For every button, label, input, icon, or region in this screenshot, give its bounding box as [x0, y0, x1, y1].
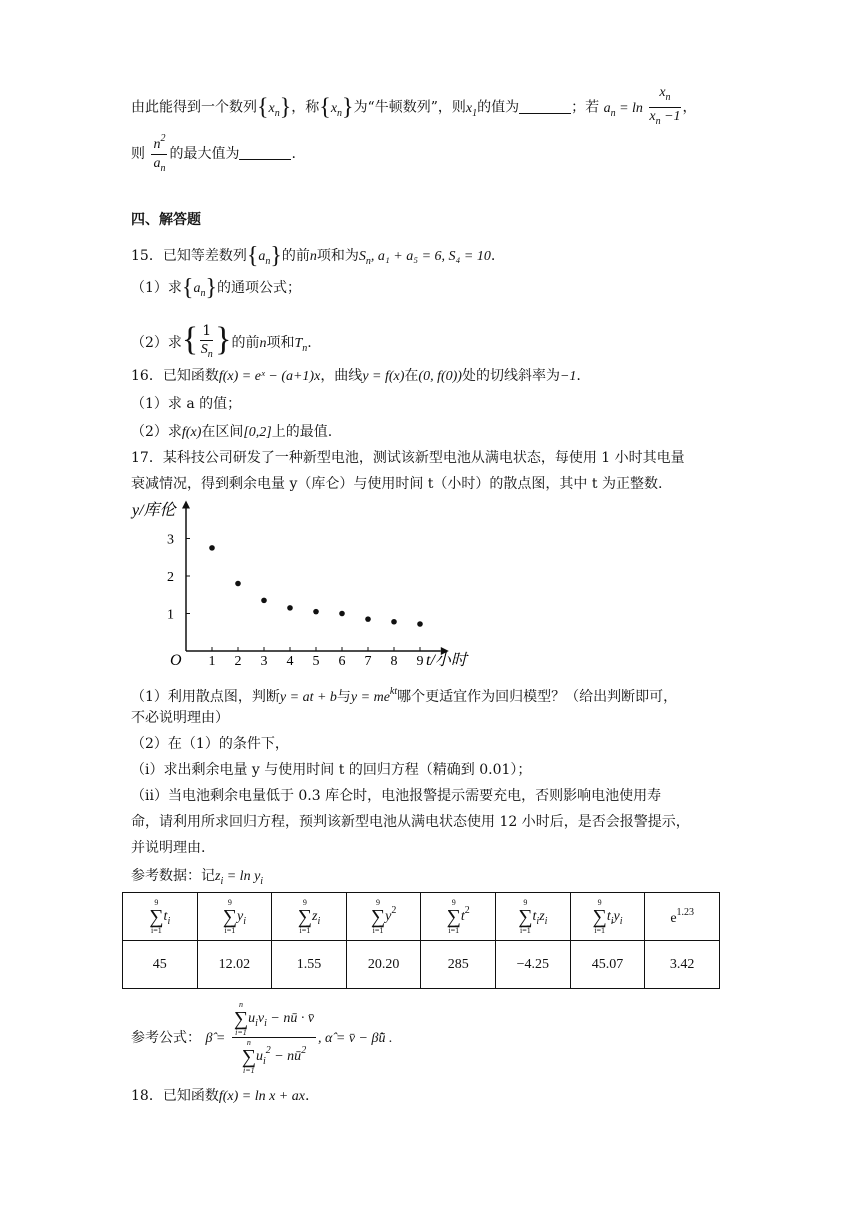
origin-label: O [170, 652, 182, 669]
brace-left: { [257, 94, 269, 121]
q18-text: . [304, 1088, 310, 1104]
data-point [287, 605, 293, 611]
table-cell: −4.25 [496, 941, 571, 989]
q15-condition: , a₁ + a₅ = 6, S₄ = 10 [370, 249, 491, 264]
q15-text: 项和 [266, 335, 295, 351]
q15-text: . [307, 335, 312, 351]
q17-line-2: 衰减情况，得到剩余电量 y（库仑）与使用时间 t（小时）的散点图，其中 t 为正整数. [131, 476, 663, 492]
q18-text: 18．已知函数 [131, 1088, 219, 1104]
data-point [261, 598, 267, 604]
brace-left: { [319, 94, 331, 121]
x-tick-label: 2 [234, 654, 242, 669]
math-an: $a_n$ [193, 281, 206, 299]
x-tick-label: 1 [208, 654, 216, 669]
math-sn: $S_n$ [358, 249, 371, 267]
section-heading: 四、解答题 [131, 212, 201, 228]
fraction-beta-formula: n ∑ i=1 $u_iv_i$ − nū · v̄ n ∑ i=1 $u_i^2$ − $nū^2$ [233, 999, 315, 1075]
q16-text: 上的最值. [271, 424, 333, 440]
q16-text: . [576, 368, 581, 384]
math-function: f(x) = ln x + ax [218, 1089, 305, 1104]
chart-ticks [167, 533, 424, 670]
math-exp-model: $y = me^{kt}$ [350, 686, 398, 705]
intro-line-1 [131, 84, 697, 131]
q15-text: 15．已知等差数列 [131, 248, 247, 264]
q17-part1 [131, 682, 677, 708]
table-header-cell: 9 ∑ i=1 $t_iy_i$ [570, 893, 645, 941]
q15-part1 [131, 275, 301, 304]
data-point [209, 545, 215, 551]
x-tick-label: 4 [286, 654, 294, 669]
q15-text: （1）求 [131, 280, 182, 296]
table-cell: 45.07 [570, 941, 645, 989]
table-cell: 45 [123, 941, 198, 989]
q17-text: 哪个更适宜作为回归模型？（给出判断即可， [397, 689, 678, 705]
brace-left: { [181, 275, 194, 301]
intro-text: ， [682, 99, 697, 116]
intro-text: 的值为 [477, 99, 520, 116]
q18-stem [131, 1086, 309, 1107]
y-axis-arrow [182, 501, 190, 509]
intro-text: 的最大值为 [169, 146, 240, 162]
q17-ref-data [131, 866, 263, 892]
chart-axes [182, 501, 449, 656]
brace-right: } [279, 94, 292, 121]
intro-text: 则 [131, 146, 145, 162]
q17-part2-ii-1: （ii）当电池剩余电量低于 0.3 库仑时，电池报警提示需要充电，否则影响电池使用寿 [131, 788, 662, 804]
table-header-cell: 9 ∑ i=1 $y^2$ [346, 893, 421, 941]
y-axis-label: y/库伦 [132, 502, 176, 519]
q17-text: 参考数据：记 [131, 868, 215, 884]
data-point [365, 616, 371, 622]
q17-part2-ii-2: 命，请利用所求回归方程，预判该新型电池从满电状态使用 12 小时后，是否会报警提示， [131, 814, 690, 830]
table-header-cell: 9 ∑ i=1 $y_i$ [197, 893, 272, 941]
brace-right: } [215, 321, 232, 358]
chart-points [209, 545, 423, 627]
table-cell: 20.20 [346, 941, 421, 989]
q16-text: 在区间 [201, 424, 244, 440]
x-tick-label: 8 [390, 654, 398, 669]
reference-data-table [122, 892, 720, 989]
data-point [235, 581, 241, 587]
y-tick-label: 2 [167, 570, 174, 585]
q16-text: （2）求 [131, 424, 182, 440]
math-tn: $T_n$ [294, 336, 308, 354]
data-point [313, 609, 319, 615]
q16-text: 在 [404, 368, 419, 384]
answer-blank-1[interactable] [519, 99, 571, 114]
intro-text: . [291, 146, 296, 162]
math-function: f(x) [181, 425, 202, 440]
q17-text: 与 [336, 689, 351, 705]
data-point [339, 611, 345, 617]
math-beta-hat: β̂ = [205, 1031, 226, 1046]
q15-text: 项和为 [316, 248, 359, 264]
q15-part2 [131, 322, 312, 364]
q17-line-1: 17．某科技公司研发了一种新型电池，测试该新型电池从满电状态，每使用 1 小时其电量 [131, 450, 685, 466]
x-axis-label: t/小时 [426, 652, 467, 669]
table-cell: 1.55 [272, 941, 347, 989]
x-tick-label: 6 [338, 654, 346, 669]
math-zi: $z_i = \ln y_i$ [215, 869, 264, 887]
q17-part2: （2）在（1）的条件下， [131, 736, 289, 752]
q17-part1-cont: 不必说明理由） [131, 710, 229, 726]
q17-text: （1）利用散点图，判断 [131, 689, 280, 705]
math-n: n [309, 249, 317, 264]
fraction-n2-over-an: $\frac{n^2}{a_n}$ [151, 130, 167, 178]
q15-text: 的前 [281, 248, 310, 264]
q16-text: 16．已知函数 [131, 368, 219, 384]
q16-text: 处的切线斜率为 [461, 368, 560, 384]
q15-stem [131, 243, 496, 272]
table-header-cell: $e^{1.23}$ [645, 893, 720, 941]
math-alpha-hat: , α̂ = v̄ − β̂ū . [318, 1031, 393, 1046]
table-header-cell: 9 ∑ i=1 $t_i$ [123, 893, 198, 941]
data-point [417, 621, 423, 627]
x-tick-label: 9 [416, 654, 424, 669]
table-header-row [123, 893, 720, 941]
table-header-cell: 9 ∑ i=1 $t^2$ [421, 893, 496, 941]
math-xn: $x_n$ [330, 100, 343, 119]
x-tick-label: 7 [364, 654, 372, 669]
q16-stem [131, 366, 581, 387]
brace-left: { [181, 321, 199, 358]
y-tick-label: 1 [167, 607, 174, 623]
q16-text: ，曲线 [320, 368, 363, 384]
q17-ref-formula [131, 1000, 392, 1077]
math-point: (0, f(0)) [418, 369, 462, 384]
q15-text: 的通项公式； [216, 280, 301, 296]
math-x1: $x_1$ [465, 100, 478, 119]
math-slope: −1 [559, 369, 577, 384]
math-function: f(x) = eˣ − (a+1)x [218, 369, 321, 384]
math-n: n [259, 336, 267, 351]
intro-text: 为“牛顿数列”，则 [353, 99, 466, 116]
table-cell: 3.42 [645, 941, 720, 989]
data-point [391, 619, 397, 625]
table-cell: 285 [421, 941, 496, 989]
q16-part1: （1）求 a 的值； [131, 396, 242, 412]
brace-right: } [270, 243, 282, 269]
scatter-chart [122, 495, 467, 675]
math-curve: y = f(x) [362, 369, 405, 384]
brace-right: } [342, 94, 354, 121]
q15-text: . [490, 248, 496, 264]
math-linear-model: y = at + b [279, 690, 337, 705]
math-an: $a_n$ [258, 249, 271, 267]
intro-text: 由此能得到一个数列 [131, 99, 257, 116]
fraction-xn-over-xn-minus-1: $\frac{x_n}{x_n -1}$ [649, 85, 681, 127]
fraction-1-over-sn: $\frac{1}{S_n}$ [200, 323, 213, 360]
q15-text: 的前 [231, 335, 260, 351]
intro-text: ，称 [291, 99, 320, 116]
math-xn: $x_n$ [268, 100, 280, 119]
answer-blank-2[interactable] [239, 145, 291, 160]
intro-text: ；若 [571, 99, 600, 116]
brace-left: { [246, 243, 259, 269]
q16-part2 [131, 422, 332, 443]
table-header-cell: 9 ∑ i=1 $z_i$ [272, 893, 347, 941]
math-interval: [0,2] [243, 425, 272, 440]
x-tick-label: 3 [260, 654, 268, 669]
q17-part2-ii-3: 并说明理由. [131, 840, 206, 856]
table-header-cell: 9 ∑ i=1 $t_iz_i$ [496, 893, 571, 941]
table-cell: 12.02 [197, 941, 272, 989]
q17-text: 参考公式： [131, 1030, 201, 1046]
q17-part2-i: （i）求出剩余电量 y 与使用时间 t 的回归方程（精确到 0.01）； [131, 762, 532, 778]
math-an-def: $a_n = \ln$ [603, 100, 643, 119]
intro-line-2 [131, 130, 296, 178]
table-row [123, 941, 720, 989]
y-tick-label: 3 [167, 532, 174, 548]
x-tick-label: 5 [312, 654, 320, 669]
q15-text: （2）求 [131, 335, 182, 351]
brace-right: } [205, 275, 217, 301]
